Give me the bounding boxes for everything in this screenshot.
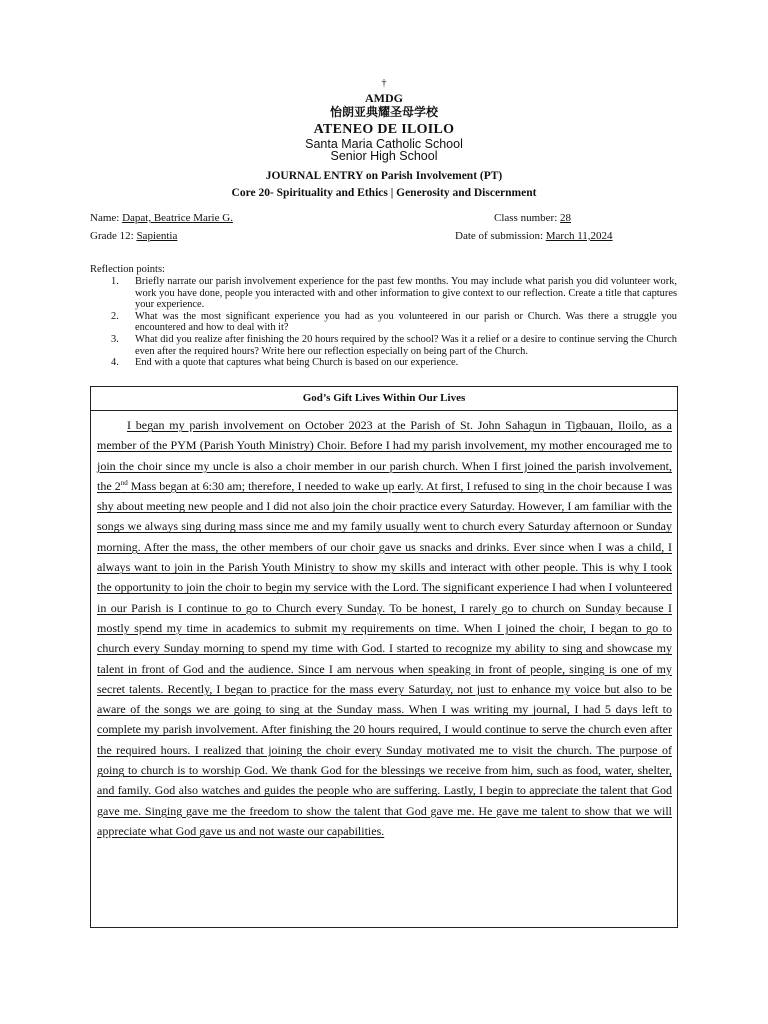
- reflection-point: 3. What did you realize after finishing the 20 hours required by the school? Was it a relief or a desire to continue serving the Church even after the required hours? Write here our reflection especially on being part of the Church.: [111, 333, 677, 357]
- section-name: Sapientia: [136, 230, 178, 242]
- school-level: Senior High School: [330, 149, 438, 163]
- journal-subtitle: Core 20- Spirituality and Ethics | Generosity and Discernment: [231, 187, 537, 199]
- ordinal-superscript: nd: [120, 478, 128, 487]
- student-name-field: [90, 213, 233, 224]
- reflection-point: 1. Briefly narrate our parish involvement experience for the past few months. You may include what parish you did volunteer work, work you have done, people you interacted with and other information to give context to our reflection. Create a title that captures your experience.: [111, 276, 677, 311]
- amdg-motto: AMDG: [365, 91, 403, 105]
- class-number-label: Class number:: [494, 212, 558, 224]
- school-name: ATENEO DE ILOILO: [313, 122, 455, 137]
- essay-body: [97, 415, 672, 841]
- reflection-point: 4. End with a quote that captures what being Church is based on our experience.: [111, 357, 459, 369]
- submission-date: March 11,2024: [545, 230, 613, 242]
- reflection-point: 2. What was the most significant experience you had as you volunteered in our parish or Church. Was there a struggle you encountered and how to deal with it?: [111, 310, 677, 334]
- grade-label: Grade 12:: [90, 230, 134, 242]
- cross-symbol: †: [381, 78, 387, 89]
- submission-date-field: [455, 231, 613, 242]
- campus-name: Santa Maria Catholic School: [305, 137, 463, 151]
- reflection-points-list: [111, 276, 677, 369]
- date-label: Date of submission:: [455, 230, 543, 242]
- chinese-school-name: 怡朗亚典耀圣母学校: [329, 105, 438, 119]
- essay-box: [90, 386, 678, 928]
- name-label: Name:: [90, 212, 120, 224]
- student-name: Dapat, Beatrice Marie G.: [122, 212, 233, 224]
- grade-field: [90, 231, 177, 242]
- essay-title: God’s Gift Lives Within Our Lives: [91, 387, 677, 411]
- essay-paragraph: I began my parish involvement on October 2023 at the Parish of St. John Sahagun in Tigbauan, Iloilo, as a member of the PYM (Parish Youth Ministry) Choir. Before I had my parish involvement, my mother encouraged me to join the choir since my uncle is also a choir member in our parish church. When I first joined the parish involvement, the 2nd Mass began at 6:30 am; therefore, I needed to wake up early. At first, I refused to sing in the choir because I was shy about meeting new people and I did not also join the choir practice every Saturday. However, I am familiar with the songs we always sing during mass since me and my family usually went to church every Saturday afternoon or Sunday morning. After the mass, the other members of our choir gave us snacks and drinks. Ever since when I was a child, I always want to join in the Parish Youth Ministry to show my skills and interact with other people. This is why I took the opportunity to join the choir to begin my service with the Lord. The significant experience I had when I volunteered in our Parish is I continue to go to Church every Sunday. To be honest, I rarely go to church on Sunday because I mostly spend my time in academics to submit my requirements on time. When I joined the choir, I began to go to church every Sunday morning to spend my time with God. I started to recognize my ability to sing and showcase my talent in front of God and the audience. Since I am nervous when speaking in front of people, singing is one of my secret talents. Recently, I began to practice for the mass every Saturday, not just to enhance my voice but also to be aware of the songs we are going to sing at the Sunday mass. When I was writing my journal, I had 5 days left to complete my parish involvement. After finishing the 20 hours required, I would continue to serve the church even after the required hours. I realized that joining the choir every Sunday motivated me to visit the church. The purpose of going to church is to worship God. We thank God for the blessings we receive from him, such as food, water, shelter, and family. God also watches and guides the people who are suffering. Lastly, I begin to appreciate the talent that God gave me. Singing gave me the freedom to show the talent that God gave me. He gave me talent to show that we will appreciate what God gave us and not waste our capabilities.: [97, 418, 672, 838]
- class-number: 28: [560, 212, 571, 224]
- reflection-points-label: Reflection points:: [90, 264, 165, 275]
- class-number-field: [494, 213, 571, 224]
- journal-title: JOURNAL ENTRY on Parish Involvement (PT): [265, 170, 503, 182]
